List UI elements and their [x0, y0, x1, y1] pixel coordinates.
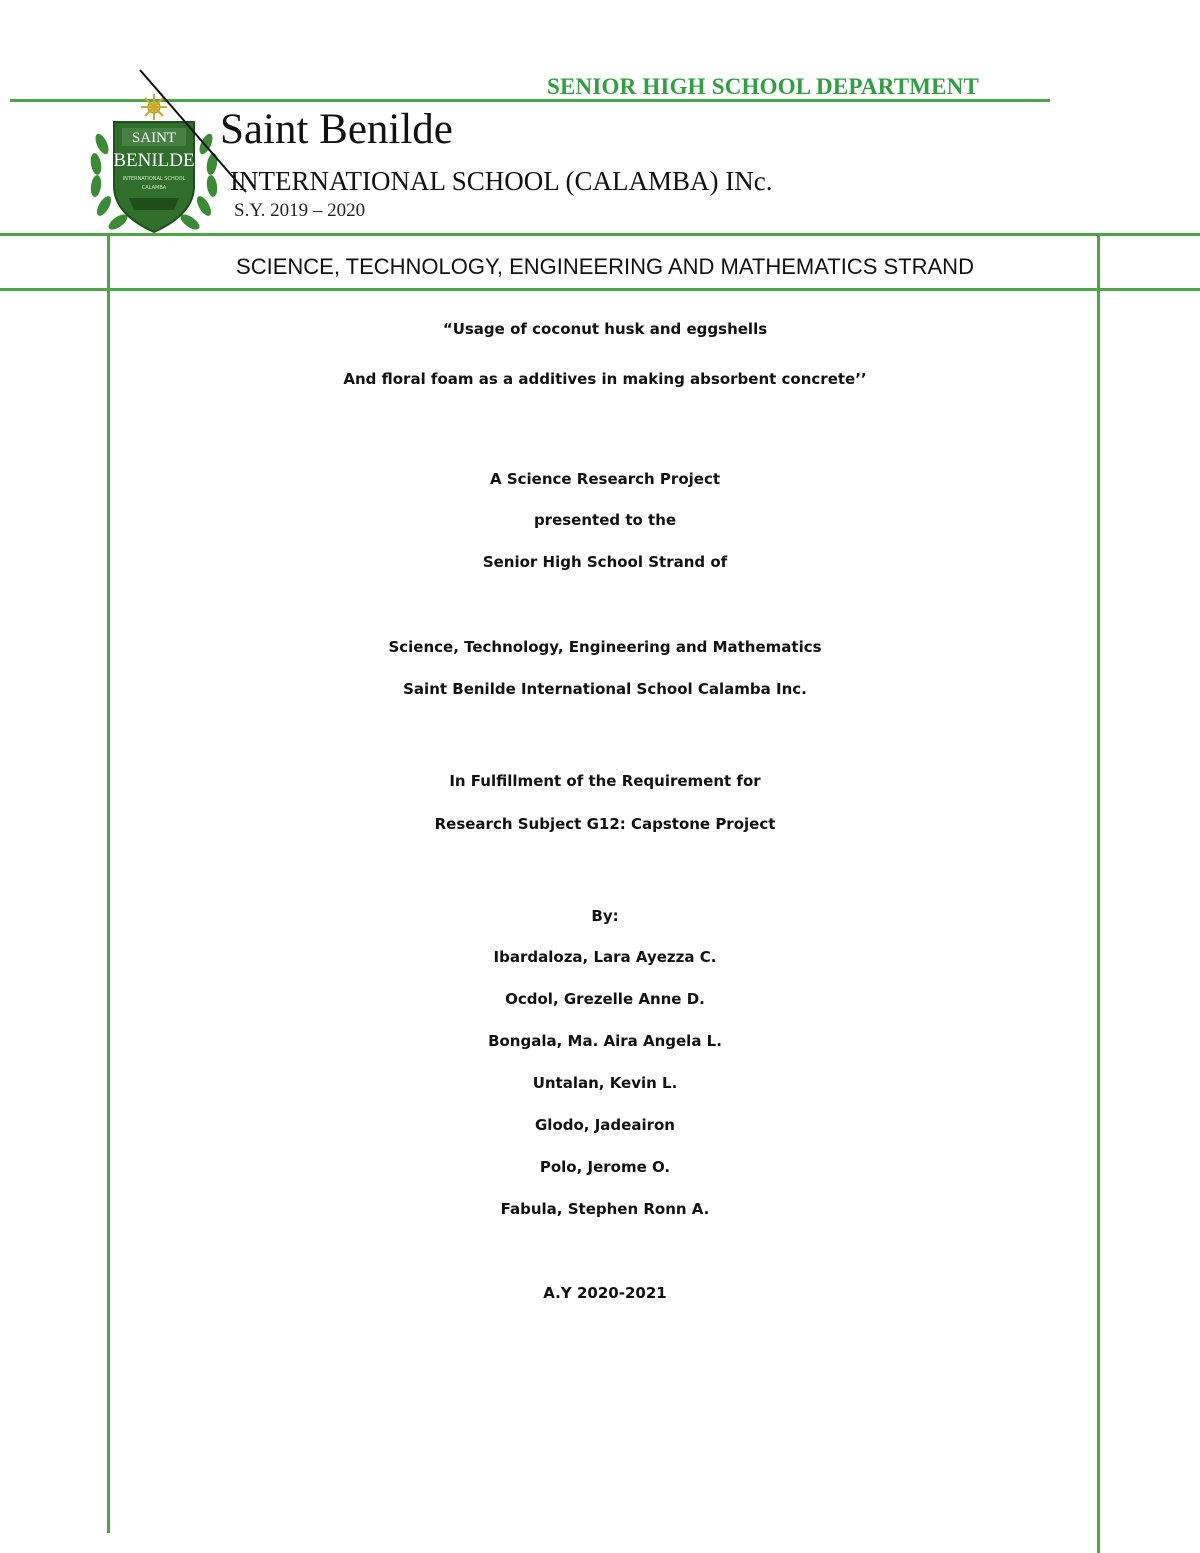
school-year: S.Y. 2019 – 2020: [234, 200, 366, 221]
svg-text:BENILDE: BENILDE: [113, 150, 195, 171]
author-name: Polo, Jerome O.: [539, 1158, 671, 1176]
author-name: Bongala, Ma. Aira Angela L.: [488, 1032, 722, 1050]
academic-year: A.Y 2020-2021: [543, 1284, 667, 1302]
svg-text:INTERNATIONAL SCHOOL: INTERNATIONAL SCHOOL: [122, 176, 186, 182]
author-name: Ibardaloza, Lara Ayezza C.: [493, 948, 717, 966]
authors-label: By:: [591, 907, 619, 925]
frame-right-border: [1097, 236, 1100, 1553]
author-name: Untalan, Kevin L.: [532, 1074, 678, 1092]
fulfillment-line-2: Research Subject G12: Capstone Project: [434, 815, 776, 833]
svg-text:CALAMBA: CALAMBA: [141, 185, 167, 191]
school-name: Saint Benilde: [220, 106, 453, 153]
presentation-line-4: Science, Technology, Engineering and Mathematics: [388, 638, 822, 656]
author-name: Fabula, Stephen Ronn A.: [500, 1200, 710, 1218]
strand-heading: SCIENCE, TECHNOLOGY, ENGINEERING AND MATHEMATICS STRAND: [236, 254, 974, 279]
fulfillment-line-1: In Fulfillment of the Requirement for: [449, 772, 761, 790]
author-name: Ocdol, Grezelle Anne D.: [505, 990, 705, 1008]
presentation-line-1: A Science Research Project: [489, 470, 721, 488]
author-name: Glodo, Jadeairon: [535, 1116, 675, 1134]
presentation-line-3: Senior High School Strand of: [482, 553, 728, 571]
school-subtitle: INTERNATIONAL SCHOOL (CALAMBA) INc.: [230, 166, 773, 196]
research-title-line-1: “Usage of coconut husk and eggshells: [442, 320, 768, 338]
svg-text:SAINT: SAINT: [131, 130, 177, 146]
research-title-line-2: And floral foam as a additives in making absorbent concrete’’: [343, 370, 867, 388]
presentation-line-5: Saint Benilde International School Calamba Inc.: [403, 680, 807, 698]
presentation-line-2: presented to the: [533, 511, 677, 529]
strand-bottom-rule: [0, 288, 1200, 291]
frame-left-border: [107, 233, 110, 1533]
department-title: SENIOR HIGH SCHOOL DEPARTMENT: [547, 74, 980, 99]
